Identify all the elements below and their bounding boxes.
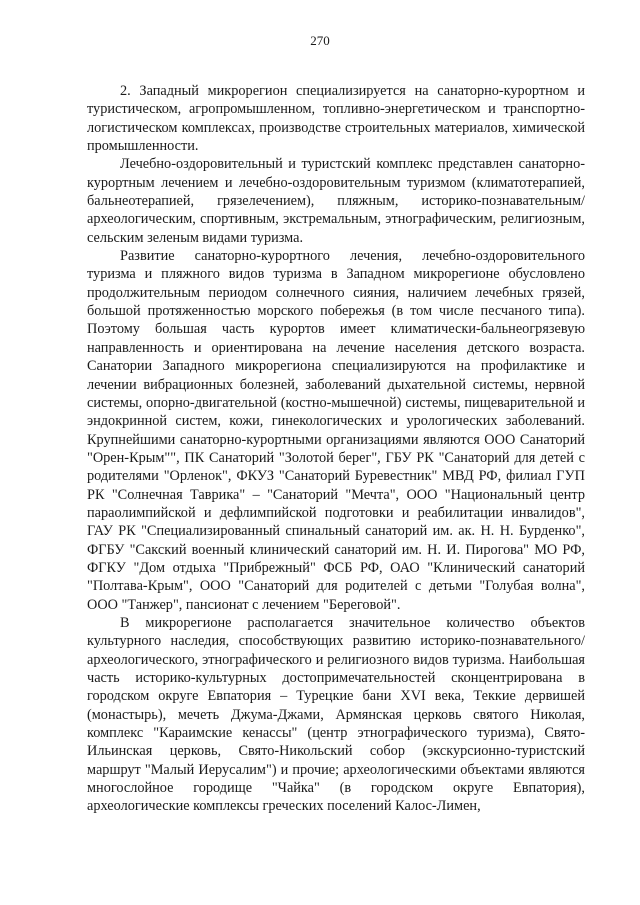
paragraph-western-microregion: 2. Западный микрорегион специализируется на санаторно-курортном и туристическом, агропромышленном, топливно-энергетическом и транспортно-логистическом комплексах, производстве строительных материалов, химической промышленности.	[87, 83, 585, 155]
document-body	[87, 82, 585, 816]
paragraph-health-tourism-complex: Лечебно-оздоровительный и туристский комплекс представлен санаторно-курортным лечением и лечебно-оздоровительным туризмом (климатотерапией, бальнеотерапией, грязелечением), пляжным, историко-познавательным/археологическим, спортивным, экстремальным, этнографическим, религиозным, сельским зеленым видами туризма.	[87, 156, 585, 246]
paragraph-cultural-heritage: В микрорегионе располагается значительное количество объектов культурного наследия, способствующих развитию историко-познавательного/археологического, этнографического и религиозного видов туризма. Наибольшая часть историко-культурных достопримечательностей сконцентрирована в городском округе Евпатория – Турецкие бани XVI века, Теккие дервишей (монастырь), мечеть Джума-Джами, Армянская церковь святого Николая, комплекс "Караимские кенассы" (центр этнографического туризма), Свято-Ильинская церковь, Свято-Никольский собор (экскурсионно-туристский маршрут "Малый Иерусалим") и прочие; археологическими объектами являются многослойное городище "Чайка" (в городском округе Евпатория), археологические комплексы греческих поселений Калос-Лимен,	[87, 614, 585, 815]
page-number: 270	[310, 33, 330, 48]
paragraph-sanatorium-development: Развитие санаторно-курортного лечения, лечебно-оздоровительного туризма и пляжного видов туризма в Западном микрорегионе обусловлено продолжительным периодом солнечного сияния, наличием лечебных грязей, большой протяженностью морского побережья (в том числе песчаного типа). Поэтому большая часть курортов имеет климатически-бальнеогрязевую направленность и ориентирована на лечение населения детского возраста. Санатории Западного микрорегиона специализируются на профилактике и лечении вибрационных болезней, заболеваний дыхательной системы, нервной системы, опорно-двигательной (костно-мышечной) системы, пищеварительной и эндокринной систем, кожи, гинекологических и урологических заболеваний. Крупнейшими санаторно-курортными организациями являются ООО Санаторий "Орен-Крым"", ПК Санаторий "Золотой берег", ГБУ РК "Санаторий для детей с родителями "Орленок", ФКУЗ "Санаторий Буревестник" МВД РФ, филиал ГУП РК "Солнечная Таврика" – "Санаторий "Мечта", ООО "Национальный центр параолимпийской и дефлимпийской подготовки и реабилитации инвалидов", ГАУ РК "Специализированный спинальный санаторий им. ак. Н. Н. Бурденко", ФГБУ "Сакский военный клинический санаторий им. Н. И. Пирогова" МО РФ, ФГКУ "Дом отдыха "Прибрежный" ФСБ РФ, ОАО "Клинический санаторий "Полтава-Крым", ООО "Санаторий для родителей с детьми "Голубая волна", ООО "Танжер", пансионат с лечением "Береговой".	[87, 248, 585, 613]
